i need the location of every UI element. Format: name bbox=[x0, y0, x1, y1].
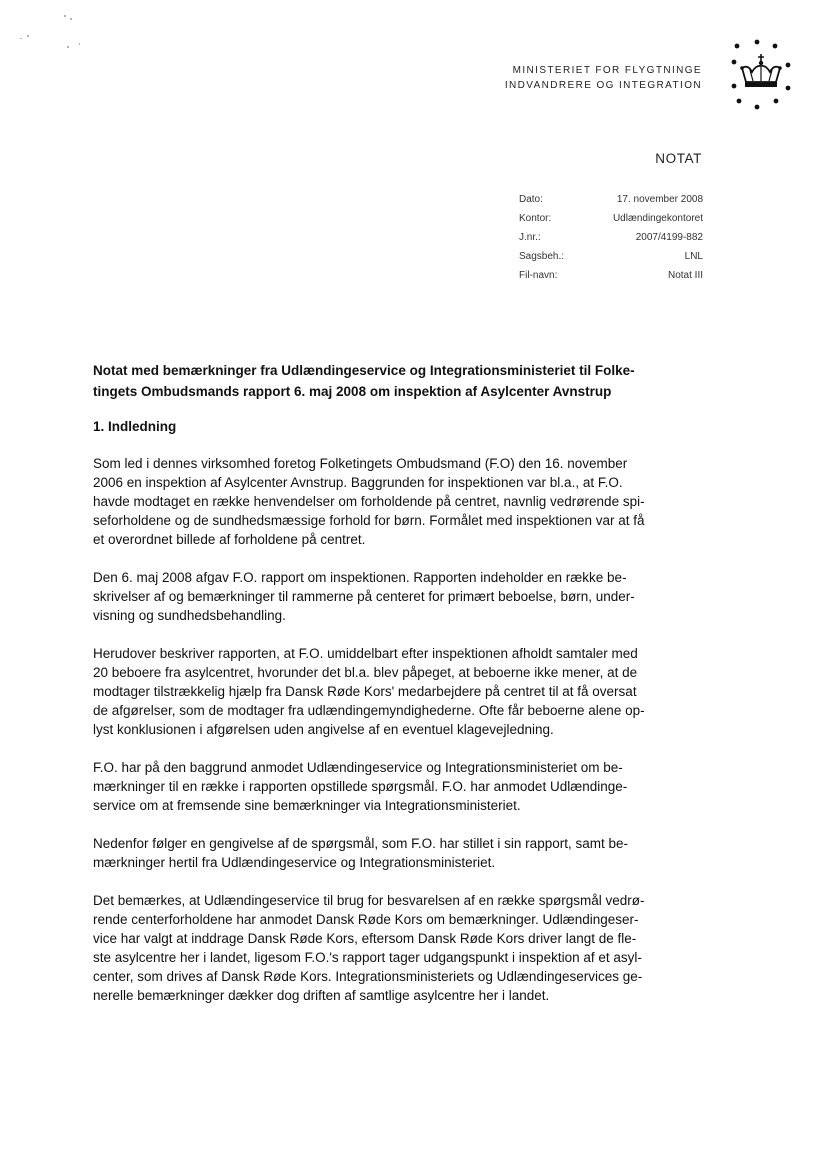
scan-speck bbox=[79, 43, 80, 45]
paragraph-2 bbox=[93, 568, 653, 625]
title-line: tingets Ombudsmands rapport 6. maj 2008 om inspektion af Asylcenter Avnstrup bbox=[93, 384, 612, 399]
paragraph-1 bbox=[93, 454, 653, 549]
text-line: center, som drives af Dansk Røde Kors. Integrationsministeriets og Udlændingeservices ge- bbox=[93, 969, 643, 984]
text-line: Nedenfor følger en gengivelse af de spørgsmål, som F.O. har stillet i sin rapport, samt be- bbox=[93, 836, 628, 851]
paragraph-6 bbox=[93, 891, 653, 1005]
text-line: Som led i dennes virksomhed foretog Folketingets Ombudsmand (F.O) den 16. november bbox=[93, 456, 628, 471]
meta-value: 2007/4199-882 bbox=[635, 232, 703, 243]
paragraph-4 bbox=[93, 758, 653, 815]
scan-speck bbox=[27, 35, 29, 37]
meta-row-case-officer bbox=[519, 251, 703, 270]
text-line: mærkninger til en række i rapporten opstillede spørgsmål. F.O. har anmodet Udlændinge- bbox=[93, 779, 628, 794]
text-line: et overordnet billede af forholdene på centret. bbox=[93, 532, 366, 547]
meta-row-journal-number bbox=[519, 232, 703, 251]
scan-speck bbox=[64, 15, 66, 17]
scan-speck bbox=[20, 38, 22, 39]
meta-label: Sagsbeh.: bbox=[519, 251, 565, 262]
text-line: F.O. har på den baggrund anmodet Udlændingeservice og Integrationsministeriet om be- bbox=[93, 760, 623, 775]
text-line: Herudover beskriver rapporten, at F.O. umiddelbart efter inspektionen afholdt samtaler med bbox=[93, 646, 638, 661]
meta-row-office bbox=[519, 213, 703, 232]
document-type: NOTAT bbox=[655, 151, 702, 166]
text-line: vice har valgt at inddrage Dansk Røde Kors, eftersom Dansk Røde Kors driver langt de fle- bbox=[93, 931, 637, 946]
meta-label: Kontor: bbox=[519, 213, 552, 224]
paragraph-5 bbox=[93, 834, 653, 872]
meta-row-file-name bbox=[519, 270, 703, 289]
scan-speck bbox=[67, 46, 69, 48]
document-body bbox=[93, 360, 653, 1005]
section-heading: 1. Indledning bbox=[93, 419, 177, 434]
text-line: Det bemærkes, at Udlændingeservice til brug for besvarelsen af en række spørgsmål vedrø- bbox=[93, 893, 645, 908]
meta-row-date bbox=[519, 194, 703, 213]
document-metadata bbox=[519, 194, 703, 289]
paragraph-3 bbox=[93, 644, 653, 739]
meta-value: Udlændingekontoret bbox=[612, 213, 703, 224]
text-line: lyst konklusionen i afgørelsen uden angivelse af en eventuel klagevejledning. bbox=[93, 722, 554, 737]
ministry-line-1: MINISTERIET FOR FLYGTNINGE bbox=[512, 65, 702, 76]
meta-value: LNL bbox=[684, 251, 703, 262]
text-line: skrivelser af og bemærkninger til rammerne på centeret for primært beboelse, børn, under- bbox=[93, 589, 635, 604]
meta-label: Dato: bbox=[519, 194, 543, 205]
text-line: Den 6. maj 2008 afgav F.O. rapport om inspektionen. Rapporten indeholder en række be- bbox=[93, 570, 627, 585]
meta-value: 17. november 2008 bbox=[616, 194, 703, 205]
meta-value: Notat III bbox=[667, 270, 703, 281]
scan-speck bbox=[70, 18, 72, 20]
text-line: 20 beboere fra asylcentret, hvorunder det bl.a. blev påpeget, at beboerne ikke mener, at de bbox=[93, 665, 638, 680]
ministry-line-2: INDVANDRERE OG INTEGRATION bbox=[504, 80, 702, 91]
text-line: de afgørelser, som de modtager fra udlændingemyndighederne. Ofte får beboerne alene op- bbox=[93, 703, 645, 718]
text-line: mærkninger hertil fra Udlændingeservice og Integrationsministeriet. bbox=[93, 855, 496, 870]
text-line: ste asylcentre her i landet, ligesom F.O.'s rapport tager udgangspunkt i inspektion af et asyl- bbox=[93, 950, 642, 965]
text-line: seforholdene og de sundhedsmæssige forhold for børn. Formålet med inspektionen var at få bbox=[93, 513, 645, 528]
document-title bbox=[93, 360, 653, 402]
text-line: service om at fremsende sine bemærkninger via Integrationsministeriet. bbox=[93, 798, 521, 813]
text-line: nerelle bemærkninger dækker dog driften af samtlige asylcentre her i landet. bbox=[93, 988, 550, 1003]
royal-crown-crest-icon bbox=[728, 38, 794, 110]
ministry-name bbox=[505, 63, 702, 93]
text-line: rende centerforholdene har anmodet Dansk Røde Kors om bemærkninger. Udlændingeser- bbox=[93, 912, 639, 927]
meta-label: J.nr.: bbox=[519, 232, 541, 243]
meta-label: Fil-navn: bbox=[519, 270, 558, 281]
title-line: Notat med bemærkninger fra Udlændingeservice og Integrationsministeriet til Folke- bbox=[93, 363, 635, 378]
text-line: 2006 en inspektion af Asylcenter Avnstrup. Baggrunden for inspektionen var bl.a., at F.O. bbox=[93, 475, 623, 490]
text-line: modtager tilstrækkelig hjælp fra Dansk Røde Kors' medarbejdere på centret til at få oversat bbox=[93, 684, 637, 699]
text-line: havde modtaget en række henvendelser om forholdende på centret, navnlig vedrørende spi- bbox=[93, 494, 645, 509]
text-line: visning og sundhedsbehandling. bbox=[93, 608, 286, 623]
